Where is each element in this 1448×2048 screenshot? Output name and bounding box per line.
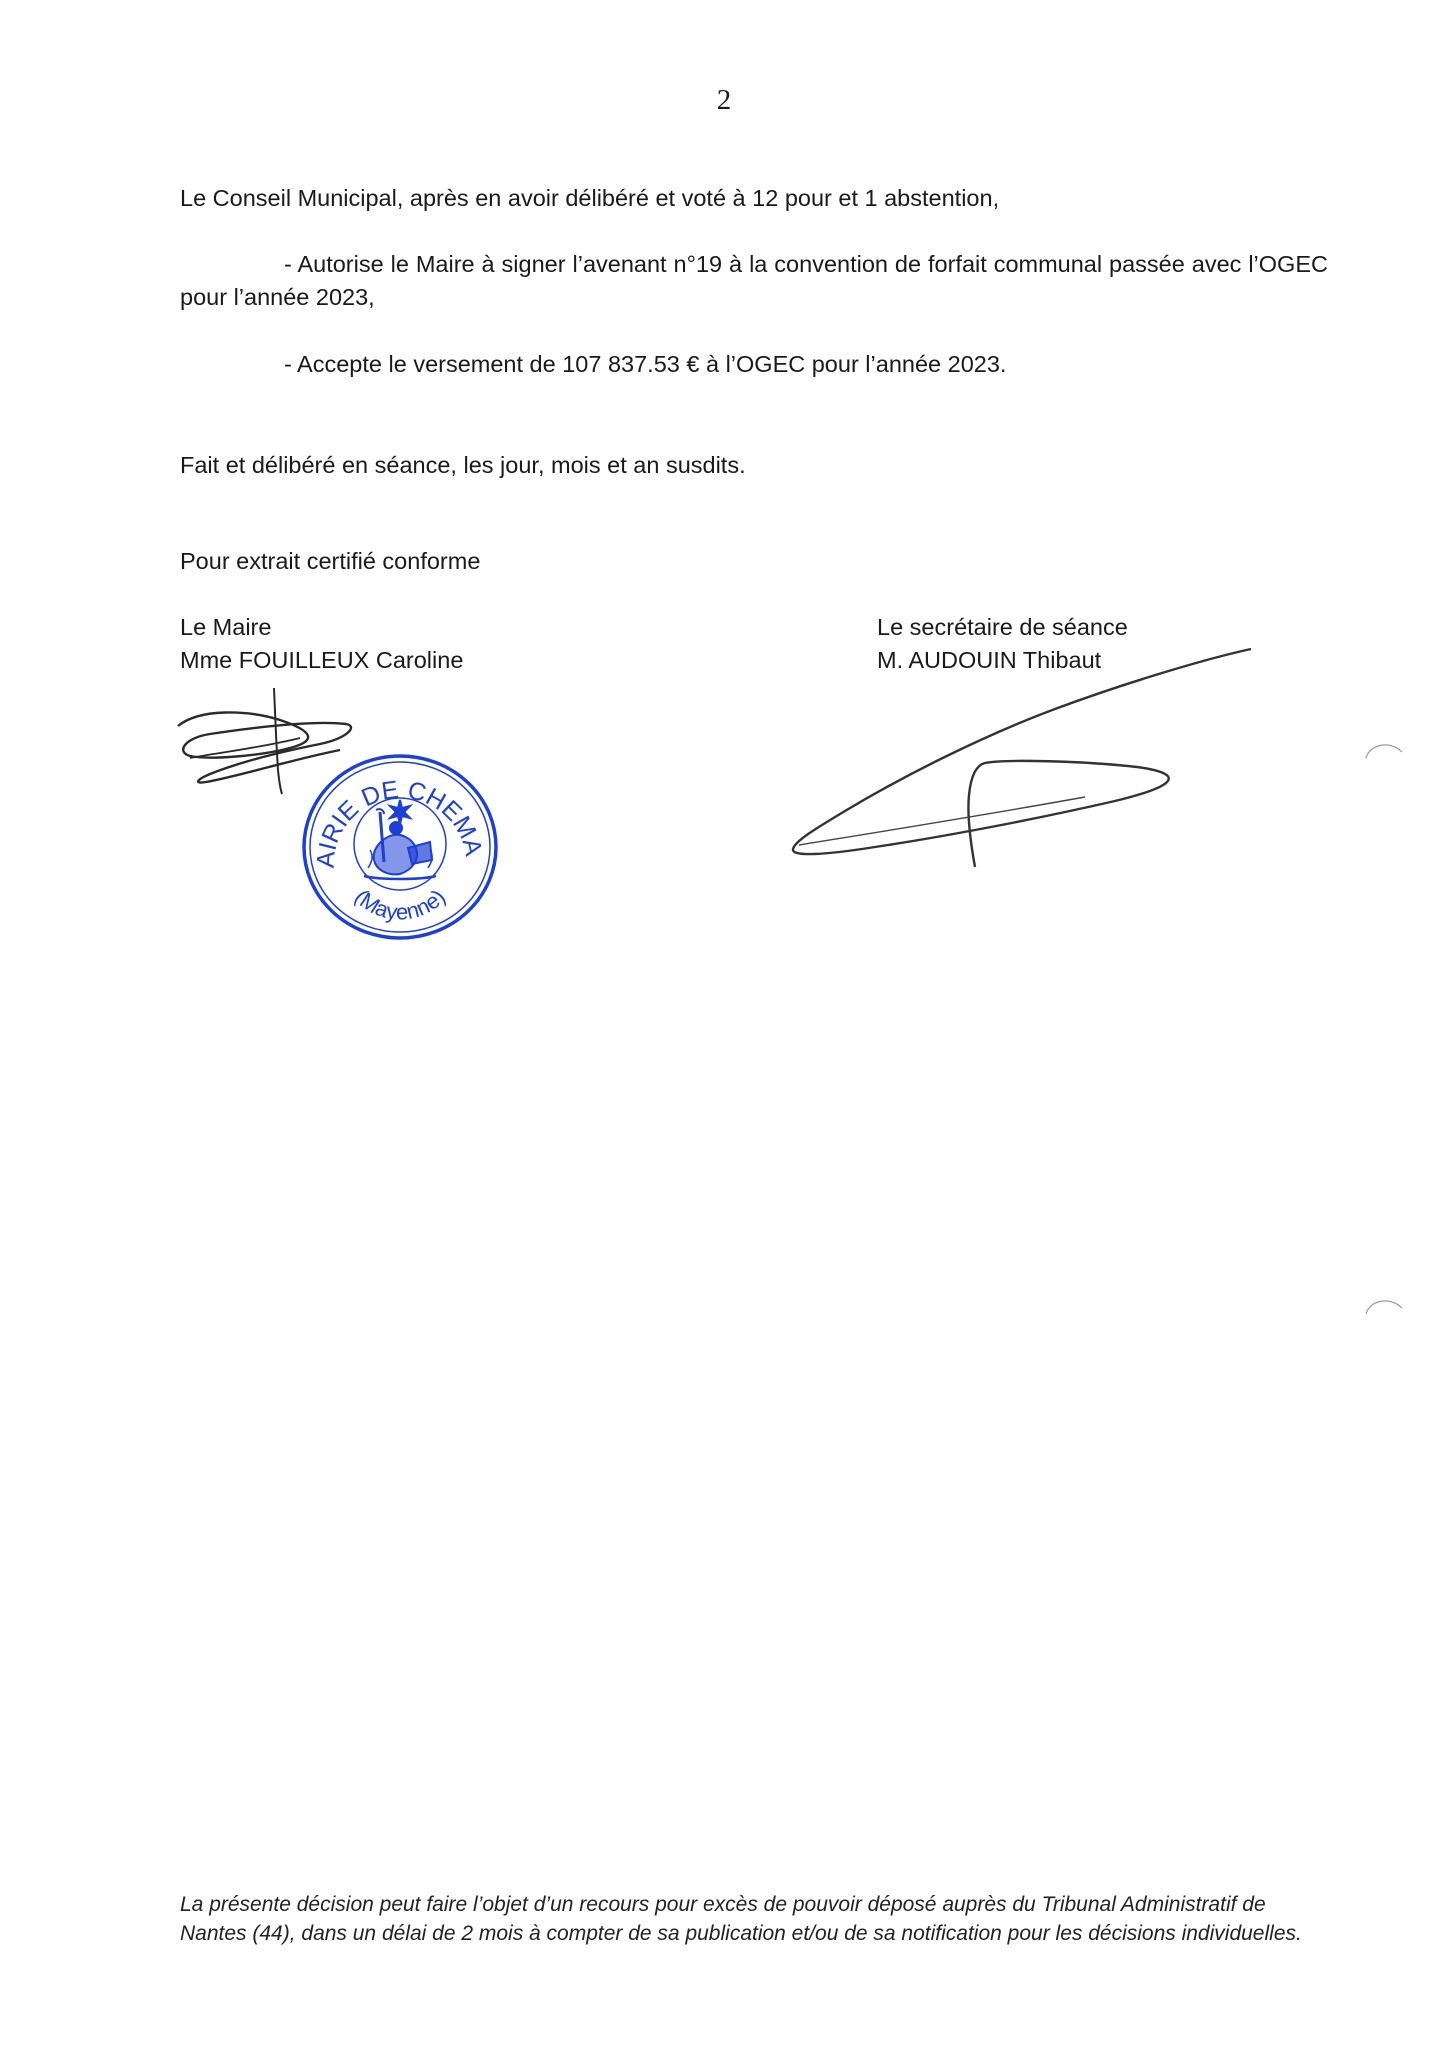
mayor-block: [180, 611, 463, 677]
seal-text-top: MAIRIE DE CHEMAZE: [289, 730, 488, 869]
secretary-role: Le secrétaire de séance: [877, 614, 1128, 640]
secretary-signature: [785, 645, 1255, 875]
closing-statement: Fait et délibéré en séance, les jour, mois et an susdits.: [180, 452, 746, 478]
mayor-name: Mme FOUILLEUX Caroline: [180, 647, 464, 673]
scan-mark-lower: [1362, 1292, 1406, 1322]
secretary-name: M. AUDOUIN Thibaut: [877, 647, 1102, 673]
decision-payment: - Accepte le versement de 107 837.53 € à l’OGEC pour l’année 2023.: [284, 351, 1007, 377]
vote-intro: Le Conseil Municipal, après en avoir délibéré et voté à 12 pour et 1 abstention,: [180, 185, 1000, 211]
scan-mark-upper: [1362, 738, 1406, 768]
mayor-role: Le Maire: [180, 614, 272, 640]
decision-authorize: - Autorise le Maire à signer l’avenant n°19 à la convention de forfait communal passée avec l’OGEC pour l’année 2023,: [180, 251, 1328, 310]
marianne-emblem: [354, 798, 446, 890]
certification-line: Pour extrait certifié conforme: [180, 548, 481, 574]
legal-footer-note: La présente décision peut faire l’objet d’un recours pour excès de pouvoir déposé auprès du Tribunal Administratif de Nantes (44), dans un délai de 2 mois à compter de sa publication et/ou de sa notification pour les décisions individuelles.: [180, 1893, 1302, 1945]
page-number: 2: [716, 84, 732, 116]
mairie-seal: [289, 730, 500, 942]
seal-text-bottom: (Mayenne): [349, 884, 451, 925]
